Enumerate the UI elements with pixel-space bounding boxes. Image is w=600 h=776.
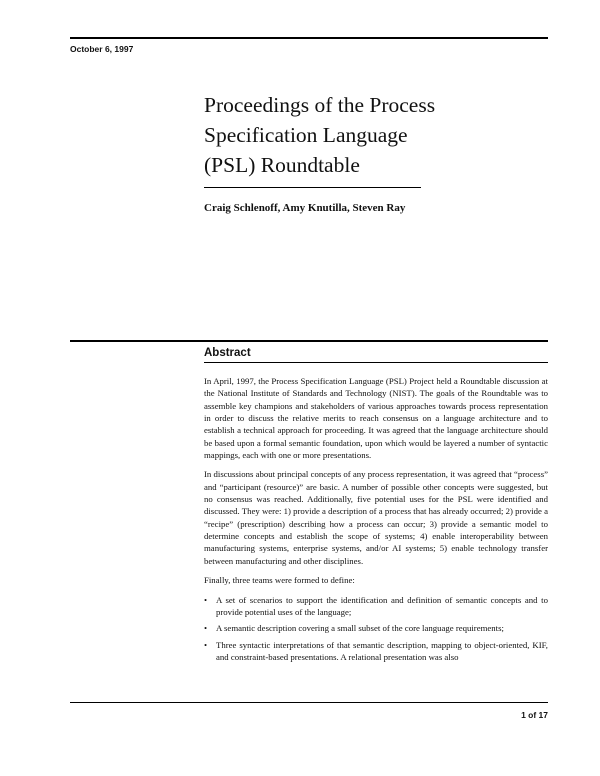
bullet-icon: •	[204, 639, 208, 650]
list-item	[204, 622, 548, 634]
abstract-heading-rule	[204, 362, 548, 363]
document-title	[204, 90, 504, 180]
bullet-icon: •	[204, 623, 208, 634]
title-rule	[204, 187, 421, 188]
list-item-text: Three syntactic interpretations of that semantic description, mapping to object-oriented, KIF, and constraint-based presentations. A relational presentation was also	[216, 639, 548, 662]
footer-rule	[70, 702, 548, 703]
abstract-heading: Abstract	[204, 347, 251, 359]
list-item	[204, 594, 548, 619]
list-item-text: A set of scenarios to support the identification and definition of semantic concepts and to provide potential uses of the language;	[216, 594, 548, 617]
list-item	[204, 639, 548, 664]
title-line-3: (PSL) Roundtable	[204, 153, 360, 177]
authors: Craig Schlenoff, Amy Knutilla, Steven Ray	[204, 202, 406, 214]
header-date: October 6, 1997	[70, 44, 134, 54]
team-list	[204, 594, 548, 664]
abstract-body	[204, 375, 548, 667]
abstract-paragraph-2: In discussions about principal concepts of any process representation, it was agreed that “process” and “participant (resource)” are basic. A number of possible other concepts were suggested, but no consensus was reached. Additionally, five potential uses for the PSL were identified and discussed. They were: 1) provide a description of a process that has already occurred; 2) provide a “recipe” (prescription) describing how a process can occur; 3) provide a semantic model to determine concepts and establish the scope of systems; 4) enable interoperability between manufacturing systems, enterprise systems, and/or AI systems; 5) enable technology transfer between manufacturing and other disciplines.	[204, 469, 548, 566]
list-item-text: A semantic description covering a small subset of the core language requirements;	[216, 623, 504, 634]
section-rule	[70, 340, 548, 342]
title-line-2: Specification Language	[204, 123, 408, 147]
abstract-paragraph-3: Finally, three teams were formed to define:	[204, 575, 355, 586]
bullet-icon: •	[204, 594, 208, 605]
title-line-1: Proceedings of the Process	[204, 93, 436, 117]
abstract-paragraph-1: In April, 1997, the Process Specification Language (PSL) Project held a Roundtable discussion at the National Institute of Standards and Technology (NIST). The goals of the Roundtable was to assemble key champions and stakeholders of various approaches towards process representation in order to discuss the relative merits to reach consensus on a language architecture and to establish a technical approach for proceeding. It was agreed that the language architecture should be based upon a formal semantic foundation, upon which would be layered a number of syntactic mappings, each with one or more presentations.	[204, 376, 548, 461]
page-number: 1 of 17	[521, 710, 548, 720]
top-rule	[70, 37, 548, 39]
